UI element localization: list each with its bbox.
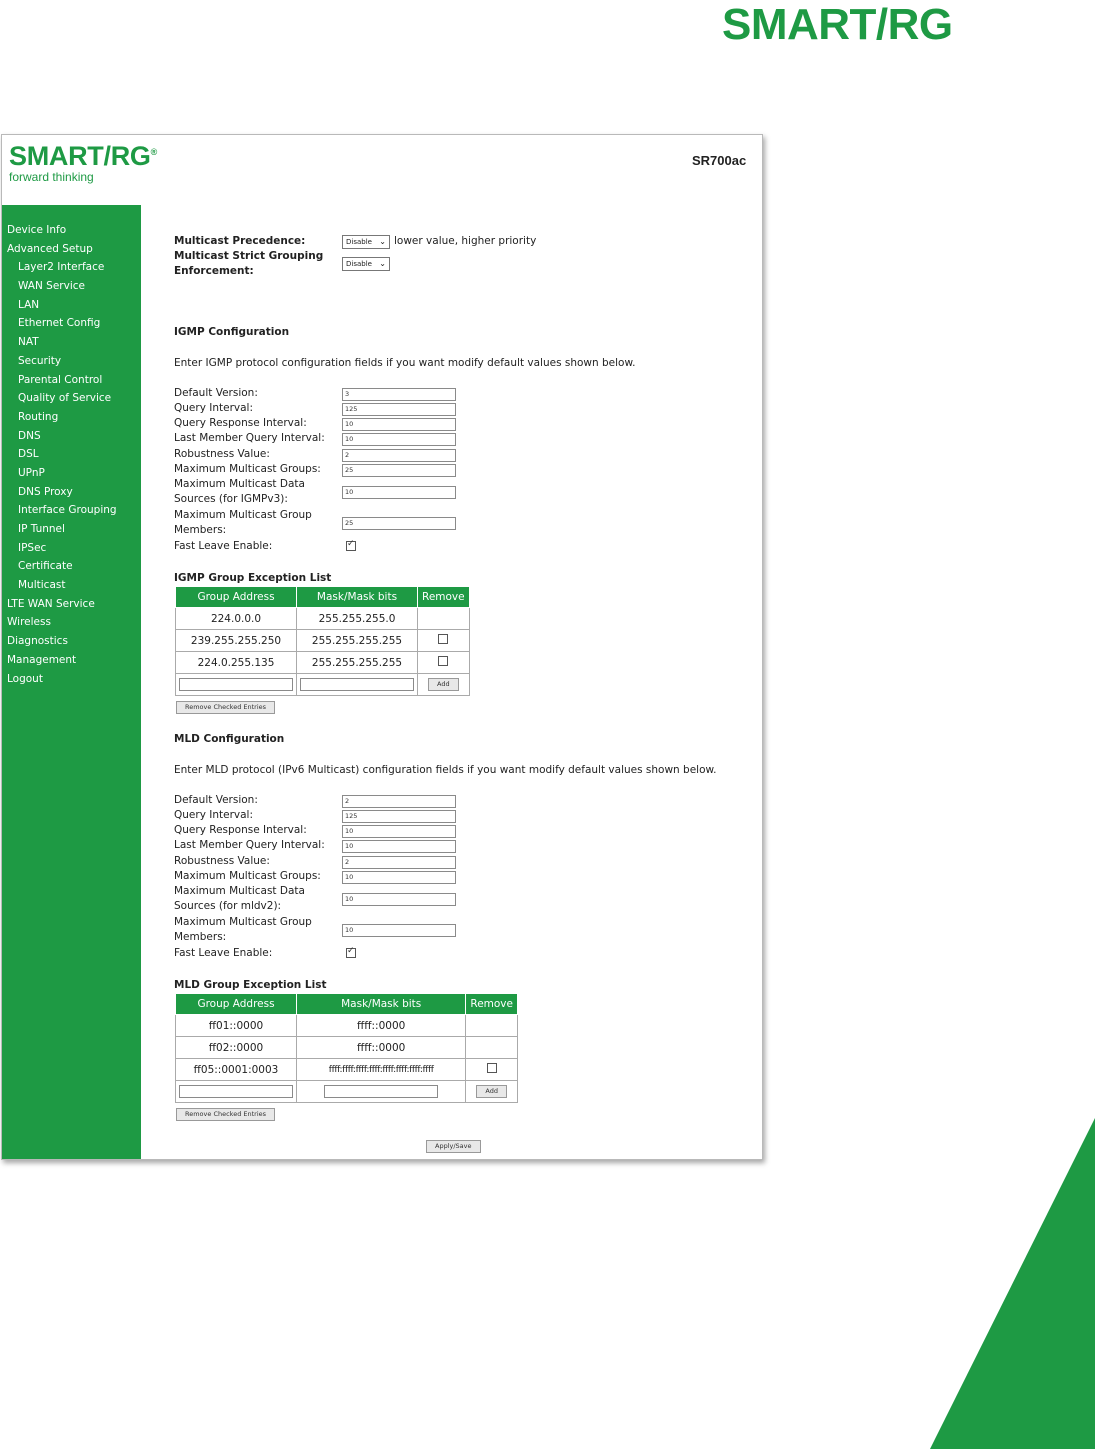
mld-default-version-input[interactable]: 2 bbox=[342, 795, 456, 808]
sidebar-item-multicast[interactable]: Multicast bbox=[18, 579, 66, 592]
router-admin-window bbox=[1, 134, 763, 1160]
brand-name: SMART/RG bbox=[9, 141, 151, 171]
corner-decoration bbox=[930, 1118, 1095, 1449]
header-remove: Remove bbox=[418, 587, 470, 608]
new-address-cell bbox=[176, 1081, 297, 1103]
mld-fast-leave-checkbox[interactable] bbox=[346, 948, 356, 958]
table-row bbox=[176, 1059, 518, 1081]
mld-exception-table bbox=[175, 993, 518, 1103]
igmp-robustness-label: Robustness Value: bbox=[174, 448, 270, 460]
mld-default-version-label: Default Version: bbox=[174, 794, 258, 806]
igmp-max-members-label: Maximum Multicast Group bbox=[174, 509, 312, 521]
sidebar-item-logout[interactable]: Logout bbox=[7, 672, 43, 685]
igmp-query-response-input[interactable]: 10 bbox=[342, 418, 456, 431]
mld-max-groups-input[interactable]: 10 bbox=[342, 871, 456, 884]
header-remove: Remove bbox=[466, 994, 518, 1015]
mld-query-response-label: Query Response Interval: bbox=[174, 824, 307, 836]
brand-tagline: forward thinking bbox=[9, 170, 94, 184]
sidebar-item-ip-tunnel[interactable]: IP Tunnel bbox=[18, 523, 65, 535]
precedence-select[interactable] bbox=[342, 235, 390, 249]
sidebar-item-certificate[interactable]: Certificate bbox=[18, 560, 73, 573]
mld-query-interval-label: Query Interval: bbox=[174, 809, 253, 821]
remove-checkbox[interactable] bbox=[487, 1063, 497, 1073]
group-address: ff05::0001:0003 bbox=[176, 1059, 297, 1081]
brand-logo bbox=[9, 137, 157, 184]
mask-value: 255.255.255.255 bbox=[297, 652, 418, 674]
precedence-hint: lower value, higher priority bbox=[394, 235, 537, 247]
mld-max-members-input[interactable]: 10 bbox=[342, 924, 456, 937]
group-address: 239.255.255.250 bbox=[176, 630, 297, 652]
sidebar-item-management[interactable]: Management bbox=[7, 653, 77, 666]
mask-value: ffff::0000 bbox=[297, 1015, 466, 1037]
model-name: SR700ac bbox=[692, 153, 747, 168]
mask-value: ffff:ffff:ffff:ffff:ffff:ffff:ffff:ffff bbox=[297, 1059, 466, 1081]
mld-max-members-label-2: Members: bbox=[174, 931, 227, 943]
new-mask-input[interactable] bbox=[300, 678, 414, 691]
sidebar-item-lte-wan-service[interactable]: LTE WAN Service bbox=[7, 597, 95, 610]
mld-fast-leave-label: Fast Leave Enable: bbox=[174, 947, 273, 959]
strict-grouping-label: Multicast Strict Grouping bbox=[174, 250, 324, 262]
sidebar-item-routing[interactable]: Routing bbox=[18, 410, 59, 423]
igmp-fast-leave-checkbox[interactable] bbox=[346, 541, 356, 551]
table-row bbox=[176, 1037, 518, 1059]
table-row-new bbox=[176, 1081, 518, 1103]
strict-grouping-select[interactable] bbox=[342, 257, 390, 271]
mld-max-groups-label: Maximum Multicast Groups: bbox=[174, 870, 321, 882]
igmp-last-member-input[interactable]: 10 bbox=[342, 433, 456, 446]
sidebar-item-dsl[interactable]: DSL bbox=[18, 448, 39, 461]
sidebar-item-ethernet-config[interactable]: Ethernet Config bbox=[18, 317, 101, 330]
new-address-cell bbox=[176, 674, 297, 696]
remove-cell bbox=[418, 630, 470, 652]
remove-cell bbox=[418, 652, 470, 674]
remove-checkbox[interactable] bbox=[438, 634, 448, 644]
mld-robustness-input[interactable]: 2 bbox=[342, 856, 456, 869]
mld-exception-title: MLD Group Exception List bbox=[174, 979, 327, 991]
remove-cell bbox=[466, 1059, 518, 1081]
remove-cell bbox=[418, 608, 470, 630]
mld-query-interval-input[interactable]: 125 bbox=[342, 810, 456, 823]
igmp-default-version-input[interactable]: 3 bbox=[342, 388, 456, 401]
sidebar-item-diagnostics[interactable]: Diagnostics bbox=[7, 635, 68, 648]
group-address: ff01::0000 bbox=[176, 1015, 297, 1037]
chevron-down-icon: ⌄ bbox=[379, 259, 386, 268]
group-address: 224.0.0.0 bbox=[176, 608, 297, 630]
precedence-label: Multicast Precedence: bbox=[174, 235, 306, 247]
strict-grouping-label-2: Enforcement: bbox=[174, 265, 254, 277]
igmp-max-sources-input[interactable]: 10 bbox=[342, 486, 456, 499]
sidebar-item-dns[interactable]: DNS bbox=[18, 429, 41, 442]
sidebar-item-security[interactable]: Security bbox=[18, 354, 62, 367]
new-group-address-input[interactable] bbox=[179, 678, 293, 691]
igmp-query-interval-label: Query Interval: bbox=[174, 402, 253, 414]
igmp-query-response-label: Query Response Interval: bbox=[174, 417, 307, 429]
sidebar-item-parental-control[interactable]: Parental Control bbox=[18, 373, 103, 386]
header-mask: Mask/Mask bits bbox=[297, 587, 418, 608]
igmp-default-version-label: Default Version: bbox=[174, 387, 258, 399]
igmp-max-sources-label-2: Sources (for IGMPv3): bbox=[174, 493, 288, 505]
chevron-down-icon: ⌄ bbox=[379, 237, 386, 246]
igmp-max-groups-input[interactable]: 25 bbox=[342, 464, 456, 477]
igmp-last-member-label: Last Member Query Interval: bbox=[174, 432, 325, 444]
table-row bbox=[176, 1015, 518, 1037]
mld-last-member-label: Last Member Query Interval: bbox=[174, 839, 325, 851]
apply-save-button[interactable]: Apply/Save bbox=[426, 1140, 481, 1153]
mld-add-button[interactable]: Add bbox=[476, 1085, 507, 1098]
new-mask-cell bbox=[297, 1081, 466, 1103]
page-logo: SMART/RG bbox=[722, 0, 953, 49]
mask-value: ffff::0000 bbox=[297, 1037, 466, 1059]
strict-grouping-value: Disable bbox=[346, 260, 372, 268]
sidebar-nav bbox=[2, 205, 141, 1160]
remove-cell bbox=[466, 1037, 518, 1059]
mld-max-sources-input[interactable]: 10 bbox=[342, 893, 456, 906]
new-mask-cell bbox=[297, 674, 418, 696]
igmp-query-interval-input[interactable]: 125 bbox=[342, 403, 456, 416]
sidebar-item-upnp[interactable]: UPnP bbox=[18, 466, 45, 479]
sidebar-item-wan-service[interactable]: WAN Service bbox=[18, 280, 85, 293]
igmp-add-button[interactable]: Add bbox=[428, 678, 459, 691]
header-group-address: Group Address bbox=[176, 994, 297, 1015]
mld-section-title: MLD Configuration bbox=[174, 733, 285, 745]
mld-description: Enter MLD protocol (IPv6 Multicast) configuration fields if you want modify default values shown below. bbox=[174, 764, 717, 776]
table-row bbox=[176, 608, 470, 630]
mld-last-member-input[interactable]: 10 bbox=[342, 840, 456, 853]
header-group-address: Group Address bbox=[176, 587, 297, 608]
igmp-description: Enter IGMP protocol configuration fields if you want modify default values shown below. bbox=[174, 357, 636, 369]
sidebar-item-device-info[interactable]: Device Info bbox=[7, 224, 67, 236]
sidebar-item-interface-grouping[interactable]: Interface Grouping bbox=[18, 504, 117, 517]
igmp-robustness-input[interactable]: 2 bbox=[342, 449, 456, 462]
table-row bbox=[176, 652, 470, 674]
precedence-select-value: Disable bbox=[346, 238, 372, 246]
sidebar-item-wireless[interactable]: Wireless bbox=[7, 616, 51, 629]
table-row-new bbox=[176, 674, 470, 696]
sidebar-item-nat[interactable]: NAT bbox=[18, 336, 39, 349]
group-address: ff02::0000 bbox=[176, 1037, 297, 1059]
registered-mark: ® bbox=[150, 147, 157, 157]
sidebar-item-lan[interactable]: LAN bbox=[18, 298, 40, 311]
remove-cell bbox=[466, 1015, 518, 1037]
igmp-max-members-label-2: Members: bbox=[174, 524, 227, 536]
new-group-address-input[interactable] bbox=[179, 1085, 293, 1098]
remove-checkbox[interactable] bbox=[438, 656, 448, 666]
mld-robustness-label: Robustness Value: bbox=[174, 855, 270, 867]
sidebar-item-layer2-interface[interactable]: Layer2 Interface bbox=[18, 261, 105, 274]
igmp-exception-table bbox=[175, 586, 470, 696]
mld-max-members-label: Maximum Multicast Group bbox=[174, 916, 312, 928]
igmp-max-sources-label: Maximum Multicast Data bbox=[174, 478, 305, 490]
new-mask-input[interactable] bbox=[324, 1085, 438, 1098]
mld-remove-checked-button[interactable]: Remove Checked Entries bbox=[176, 1108, 275, 1121]
mld-query-response-input[interactable]: 10 bbox=[342, 825, 456, 838]
table-row bbox=[176, 630, 470, 652]
igmp-fast-leave-label: Fast Leave Enable: bbox=[174, 540, 273, 552]
sidebar-item-quality-of-service[interactable]: Quality of Service bbox=[18, 392, 112, 405]
igmp-max-groups-label: Maximum Multicast Groups: bbox=[174, 463, 321, 475]
mld-max-sources-label: Maximum Multicast Data bbox=[174, 885, 305, 897]
sidebar-item-advanced-setup[interactable]: Advanced Setup bbox=[7, 242, 93, 255]
igmp-max-members-input[interactable]: 25 bbox=[342, 517, 456, 530]
igmp-section-title: IGMP Configuration bbox=[174, 326, 290, 338]
mask-value: 255.255.255.255 bbox=[297, 630, 418, 652]
add-cell bbox=[466, 1081, 518, 1103]
mask-value: 255.255.255.0 bbox=[297, 608, 418, 630]
igmp-remove-checked-button[interactable]: Remove Checked Entries bbox=[176, 701, 275, 714]
igmp-exception-title: IGMP Group Exception List bbox=[174, 572, 332, 584]
add-cell bbox=[418, 674, 470, 696]
sidebar-item-ipsec[interactable]: IPSec bbox=[18, 541, 47, 554]
sidebar-item-dns-proxy[interactable]: DNS Proxy bbox=[18, 485, 73, 498]
mld-max-sources-label-2: Sources (for mldv2): bbox=[174, 900, 282, 912]
group-address: 224.0.255.135 bbox=[176, 652, 297, 674]
header-mask: Mask/Mask bits bbox=[297, 994, 466, 1015]
